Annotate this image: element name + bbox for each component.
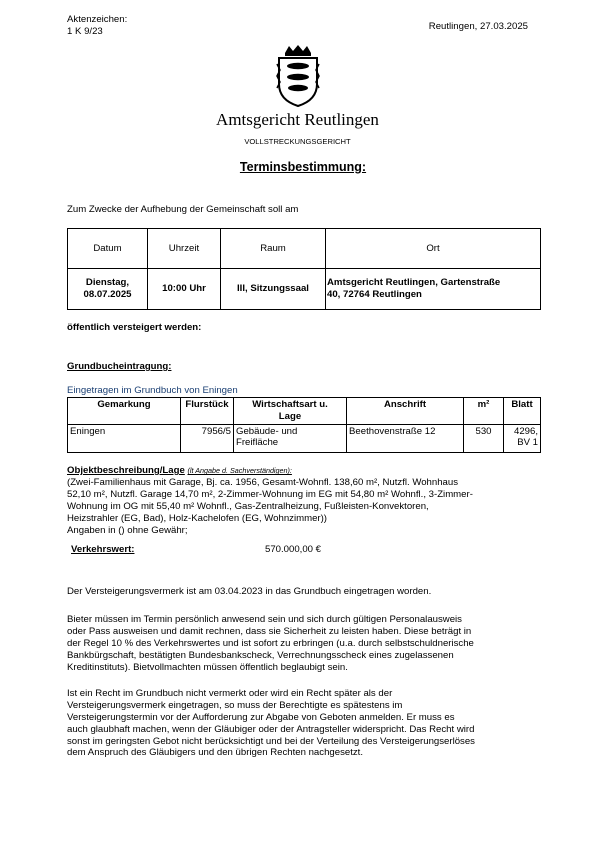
grundbuch-heading: Grundbucheintragung:	[67, 361, 172, 372]
bieter-line: Kreditinstituts). Bietvollmachten müssen öffentlich beglaubigt sein.	[67, 661, 348, 673]
schedule-table	[67, 228, 541, 310]
recht-paragraph	[67, 688, 541, 759]
gb-header-blatt: Blatt	[504, 398, 541, 425]
recht-line: sonst im geringsten Gebot nicht berücksichtigt und bei der Verteilung des Versteigerungserlöses	[67, 735, 475, 747]
coat-of-arms-icon	[275, 44, 321, 108]
verkehrswert-label: Verkehrswert:	[71, 544, 135, 555]
gb-cell-blatt-line1: 4296,	[513, 425, 538, 437]
schedule-uhrzeit: 10:00 Uhr	[148, 269, 221, 310]
bieter-line: Bieter müssen im Termin persönlich anwesend sein und sich durch gültigen Personalausweis	[67, 614, 462, 625]
gb-cell-blatt	[504, 424, 541, 452]
verkehrswert-value: 570.000,00 €	[265, 544, 322, 555]
place-date: Reutlingen, 27.03.2025	[428, 21, 528, 32]
aktenzeichen-value: 1 K 9/23	[67, 25, 103, 37]
objekt-line: (Zwei-Familienhaus mit Garage, Bj. ca. 1956, Gesamt-Wohnfl. 138,60 m², Nutzfl. Wohnhaus	[67, 477, 459, 488]
objekt-line: 52,10 m², Nutzfl. Garage 14,70 m², 2-Zimmer-Wohnung im EG mit 54,80 m² Wohnfl., 3-Zimmer-	[67, 488, 473, 500]
bieter-line: der Regel 10 % des Verkehrswertes und ist sofort zu erbringen (u.a. durch selbstschuldnerische	[67, 637, 474, 649]
grundbuch-registered-in: Eingetragen im Grundbuch von Eningen	[67, 385, 238, 396]
objekt-description	[67, 477, 541, 536]
bieter-line: oder Pass ausweisen und damit rechnen, dass sie Sicherheit zu leisten haben. Diese beträgt in	[67, 625, 472, 637]
schedule-header-ort: Ort	[326, 229, 541, 269]
objekt-heading-row	[67, 465, 292, 477]
court-division: VOLLSTRECKUNGSGERICHT	[244, 137, 351, 146]
bieter-paragraph	[67, 614, 541, 673]
aktenzeichen-block	[67, 14, 127, 37]
recht-line: Versteigerungstermin vor der Aufforderung zur Abgabe von Geboten anmelden. Er muss es	[67, 711, 455, 723]
gb-cell-wirtschaftsart-line2: Freifläche	[236, 437, 279, 449]
gb-cell-wirtschaftsart	[234, 424, 347, 452]
gb-cell-qm: 530	[464, 424, 504, 452]
recht-line: Versteigerungsvermerk eingetragen, so muss der Berechtigte es spätestens im	[67, 699, 403, 711]
objekt-heading: Objektbeschreibung/Lage	[67, 465, 185, 476]
gb-cell-flurstueck: 7956/5	[181, 424, 234, 452]
bieter-line: Bankbürgschaft, bestätigten Bundesbankscheck, Verrechnungsscheck eines zugelassenen	[67, 649, 454, 661]
gb-header-wirtschaftsart-line2: Lage	[278, 410, 302, 422]
auction-statement: öffentlich versteigert werden:	[67, 322, 202, 333]
grundbuch-table	[67, 397, 541, 453]
court-name: Amtsgericht Reutlingen	[216, 110, 379, 129]
schedule-datum-date: 08.07.2025	[83, 289, 132, 300]
schedule-ort-line2: 40, 72764 Reutlingen	[327, 289, 422, 300]
gb-header-anschrift: Anschrift	[347, 398, 464, 425]
objekt-line: Angaben in () ohne Gewähr;	[67, 524, 188, 536]
schedule-raum: III, Sitzungssaal	[221, 269, 326, 310]
vermerk-paragraph: Der Versteigerungsvermerk ist am 03.04.2023 in das Grundbuch eingetragen worden.	[67, 586, 432, 597]
document-title: Terminsbestimmung:	[239, 160, 367, 174]
gb-cell-blatt-line2: BV 1	[517, 437, 538, 449]
recht-line: dem Anspruch des Gläubigers und den übrigen Rechten nachgesetzt.	[67, 747, 364, 759]
schedule-ort-line1: Amtsgericht Reutlingen, Gartenstraße	[327, 277, 501, 289]
schedule-ort	[326, 269, 541, 310]
gb-cell-wirtschaftsart-line1: Gebäude- und	[236, 425, 298, 437]
schedule-datum	[68, 269, 148, 310]
objekt-heading-note: (lt Angabe d. Sachverständigen):	[187, 466, 292, 475]
schedule-header-uhrzeit: Uhrzeit	[148, 229, 221, 269]
schedule-header-raum: Raum	[221, 229, 326, 269]
intro-text: Zum Zwecke der Aufhebung der Gemeinschaft soll am	[67, 204, 299, 215]
gb-header-flurstueck: Flurstück	[181, 398, 234, 425]
gb-header-wirtschaftsart	[234, 398, 347, 425]
aktenzeichen-label: Aktenzeichen:	[67, 14, 128, 25]
recht-line: auch glaubhaft machen, wenn der Gläubiger oder der Antragsteller widerspricht. Das Recht wird	[67, 723, 475, 735]
schedule-datum-weekday: Dienstag,	[85, 277, 130, 289]
schedule-header-datum: Datum	[68, 229, 148, 269]
objekt-line: Heizstrahler (EG, Bad), Holz-Kachelofen (EG, Wohnzimmer))	[67, 512, 327, 524]
gb-header-qm: m²	[464, 398, 504, 425]
gb-cell-anschrift: Beethovenstraße 12	[347, 424, 464, 452]
objekt-line: Wohnung im OG mit 55,40 m² Wohnfl., Gas-Zentralheizung, Fußleisten-Konvektoren,	[67, 500, 429, 512]
gb-header-gemarkung: Gemarkung	[68, 398, 181, 425]
gb-header-wirtschaftsart-line1: Wirtschaftsart u.	[252, 399, 328, 410]
gb-cell-gemarkung: Eningen	[68, 424, 181, 452]
recht-line: Ist ein Recht im Grundbuch nicht vermerkt oder wird ein Recht später als der	[67, 688, 393, 699]
